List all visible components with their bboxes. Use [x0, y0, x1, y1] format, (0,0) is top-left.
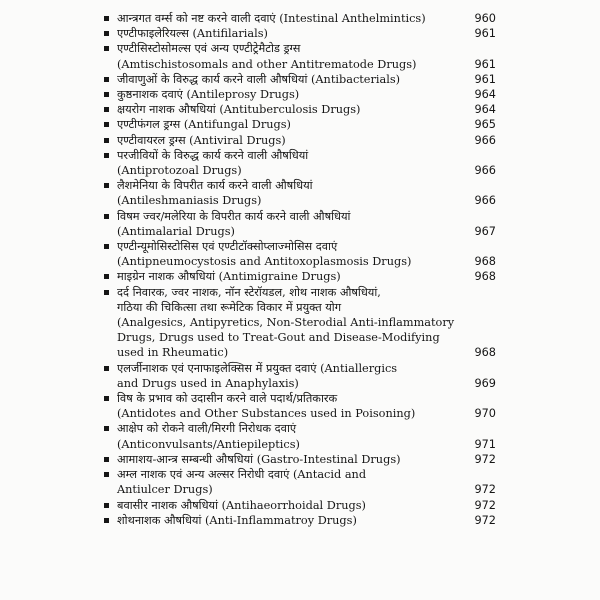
entry-title-line: शोथनाशक औषधियां (Anti-Inflammatroy Drugs) — [117, 513, 357, 527]
square-bullet-icon — [104, 107, 109, 112]
square-bullet-icon — [104, 183, 109, 188]
page-number: 961 — [474, 72, 496, 86]
page-number: 966 — [474, 194, 496, 208]
entry-title-line: (Analgesics, Antipyretics, Non-Sterodial Anti-inflammatory — [117, 316, 455, 330]
entry-title-line: अम्ल नाशक एवं अन्य अल्सर निरोधी दवाएं (Antacid and — [117, 468, 367, 482]
toc-entry — [104, 148, 496, 178]
entry-title-line: (Amtischistosomals and other Antitrematode Drugs) — [117, 57, 417, 71]
page-number: 972 — [474, 452, 496, 466]
page-number: 960 — [474, 12, 496, 25]
toc-entry — [104, 133, 496, 148]
square-bullet-icon — [104, 244, 109, 249]
toc-entry — [104, 467, 496, 497]
page-number: 961 — [474, 57, 496, 71]
page-number: 964 — [474, 103, 496, 117]
entry-title-line: Drugs, Drugs used to Treat-Gout and Disease-Modifying — [117, 331, 440, 345]
page-number: 961 — [474, 27, 496, 41]
page-number: 965 — [474, 118, 496, 132]
toc-entry — [104, 498, 496, 513]
entry-title-line: (Antileshmaniasis Drugs) — [117, 194, 262, 208]
entry-title-line: (Antiprotozoal Drugs) — [117, 164, 242, 178]
square-bullet-icon — [104, 396, 109, 401]
square-bullet-icon — [104, 16, 109, 21]
square-bullet-icon — [104, 122, 109, 127]
square-bullet-icon — [104, 138, 109, 143]
square-bullet-icon — [104, 426, 109, 431]
square-bullet-icon — [104, 92, 109, 97]
square-bullet-icon — [104, 46, 109, 51]
entry-title-line: गठिया की चिकित्सा तथा रूमेटिक विकार में प्रयुक्त योग — [117, 300, 342, 314]
toc-entry — [104, 209, 496, 239]
page-number: 970 — [474, 407, 496, 421]
toc-entry — [104, 361, 496, 391]
entry-title-line: क्षयरोग नाशक औषधियां (Antituberculosis Drugs) — [117, 103, 361, 117]
square-bullet-icon — [104, 31, 109, 36]
entry-title-line: एलर्जीनाशक एवं एनाफाइलेक्सिस में प्रयुक्त दवाएं (Antiallergics — [117, 361, 398, 375]
entry-title-line: कुष्ठनाशक दवाएं (Antileprosy Drugs) — [117, 88, 300, 102]
page-number: 969 — [474, 376, 496, 390]
page-number: 968 — [474, 346, 496, 360]
page-number: 966 — [474, 133, 496, 147]
table-of-contents — [104, 11, 496, 528]
entry-title-line: माइग्रेन नाशक औषधियां (Antimigraine Drugs) — [117, 270, 341, 284]
page-number: 968 — [474, 270, 496, 284]
toc-entry — [104, 178, 496, 208]
page-number: 968 — [474, 255, 496, 269]
toc-entry — [104, 41, 496, 71]
entry-title-line: (Antidotes and Other Substances used in Poisoning) — [117, 407, 416, 421]
page-number: 966 — [474, 164, 496, 178]
entry-title-line: आमाशय-आन्त्र सम्बन्धी औषधियां (Gastro-Intestinal Drugs) — [117, 452, 401, 466]
toc-entry — [104, 11, 496, 26]
toc-entry — [104, 117, 496, 132]
entry-title-line: (Anticonvulsants/Antiepileptics) — [117, 437, 300, 451]
square-bullet-icon — [104, 77, 109, 82]
square-bullet-icon — [104, 214, 109, 219]
toc-entry — [104, 285, 496, 361]
entry-title-line: and Drugs used in Anaphylaxis) — [117, 376, 299, 390]
toc-entry — [104, 421, 496, 451]
square-bullet-icon — [104, 366, 109, 371]
entry-title-line: आन्त्रगत वर्म्स को नष्ट करने वाली दवाएं (Intestinal Anthelmintics) — [117, 12, 426, 25]
square-bullet-icon — [104, 518, 109, 523]
entry-title-line: एण्टीफाइलेरियल्स (Antifilarials) — [117, 27, 268, 41]
toc-entry — [104, 239, 496, 269]
toc-entry — [104, 452, 496, 467]
square-bullet-icon — [104, 503, 109, 508]
entry-title-line: विष के प्रभाव को उदासीन करने वाले पदार्थ/प्रतिकारक — [117, 392, 338, 406]
toc-entry — [104, 87, 496, 102]
entry-title-line: एण्टीसिस्टोसोमल्स एवं अन्य एण्टीट्रेमैटोड ड्रग्स — [117, 42, 301, 56]
entry-title-line: लैशमेनिया के विपरीत कार्य करने वाली औषधियां — [117, 179, 313, 193]
toc-entry — [104, 269, 496, 284]
square-bullet-icon — [104, 457, 109, 462]
page-number: 972 — [474, 513, 496, 527]
entry-title-line: एण्टीन्यूमोसिस्टोसिस एवं एण्टीटॉक्सोप्लाज्मोसिस दवाएं — [117, 240, 338, 254]
square-bullet-icon — [104, 274, 109, 279]
entry-title-line: (Antipneumocystosis and Antitoxoplasmosis Drugs) — [117, 255, 412, 269]
entry-title-line: जीवाणुओं के विरुद्ध कार्य करने वाली औषधियां (Antibacterials) — [117, 72, 401, 86]
entry-title-line: Antiulcer Drugs) — [117, 483, 213, 497]
page-number: 967 — [474, 224, 496, 238]
page-number: 964 — [474, 88, 496, 102]
entry-title-line: एण्टीफंगल ड्रग्स (Antifungal Drugs) — [117, 118, 291, 132]
square-bullet-icon — [104, 472, 109, 477]
page-number: 972 — [474, 498, 496, 512]
toc-entry — [104, 102, 496, 117]
entry-title-line: (Antimalarial Drugs) — [117, 224, 235, 238]
entry-title-line: एण्टीवायरल ड्रग्स (Antiviral Drugs) — [117, 133, 286, 147]
entry-title-line: आक्षेप को रोकने वाली/मिरगी निरोधक दवाएं — [117, 422, 297, 436]
square-bullet-icon — [104, 153, 109, 158]
entry-title-line: विषम ज्वर/मलेरिया के विपरीत कार्य करने वाली औषधियां — [117, 209, 351, 223]
entry-title-line: परजीवियों के विरुद्ध कार्य करने वाली औषधियां — [117, 148, 309, 162]
entry-title-line: दर्द निवारक, ज्वर नाशक, नॉन स्टेरॉयडल, शोथ नाशक औषधियां, — [117, 285, 381, 299]
square-bullet-icon — [104, 290, 109, 295]
entry-title-line: बवासीर नाशक औषधियां (Antihaeorrhoidal Drugs) — [117, 498, 366, 512]
entry-title-line: used in Rheumatic) — [117, 346, 229, 360]
page-number: 972 — [474, 483, 496, 497]
toc-entry — [104, 26, 496, 41]
toc-entry — [104, 391, 496, 421]
page-number: 971 — [474, 437, 496, 451]
toc-entry — [104, 72, 496, 87]
toc-entry — [104, 513, 496, 528]
